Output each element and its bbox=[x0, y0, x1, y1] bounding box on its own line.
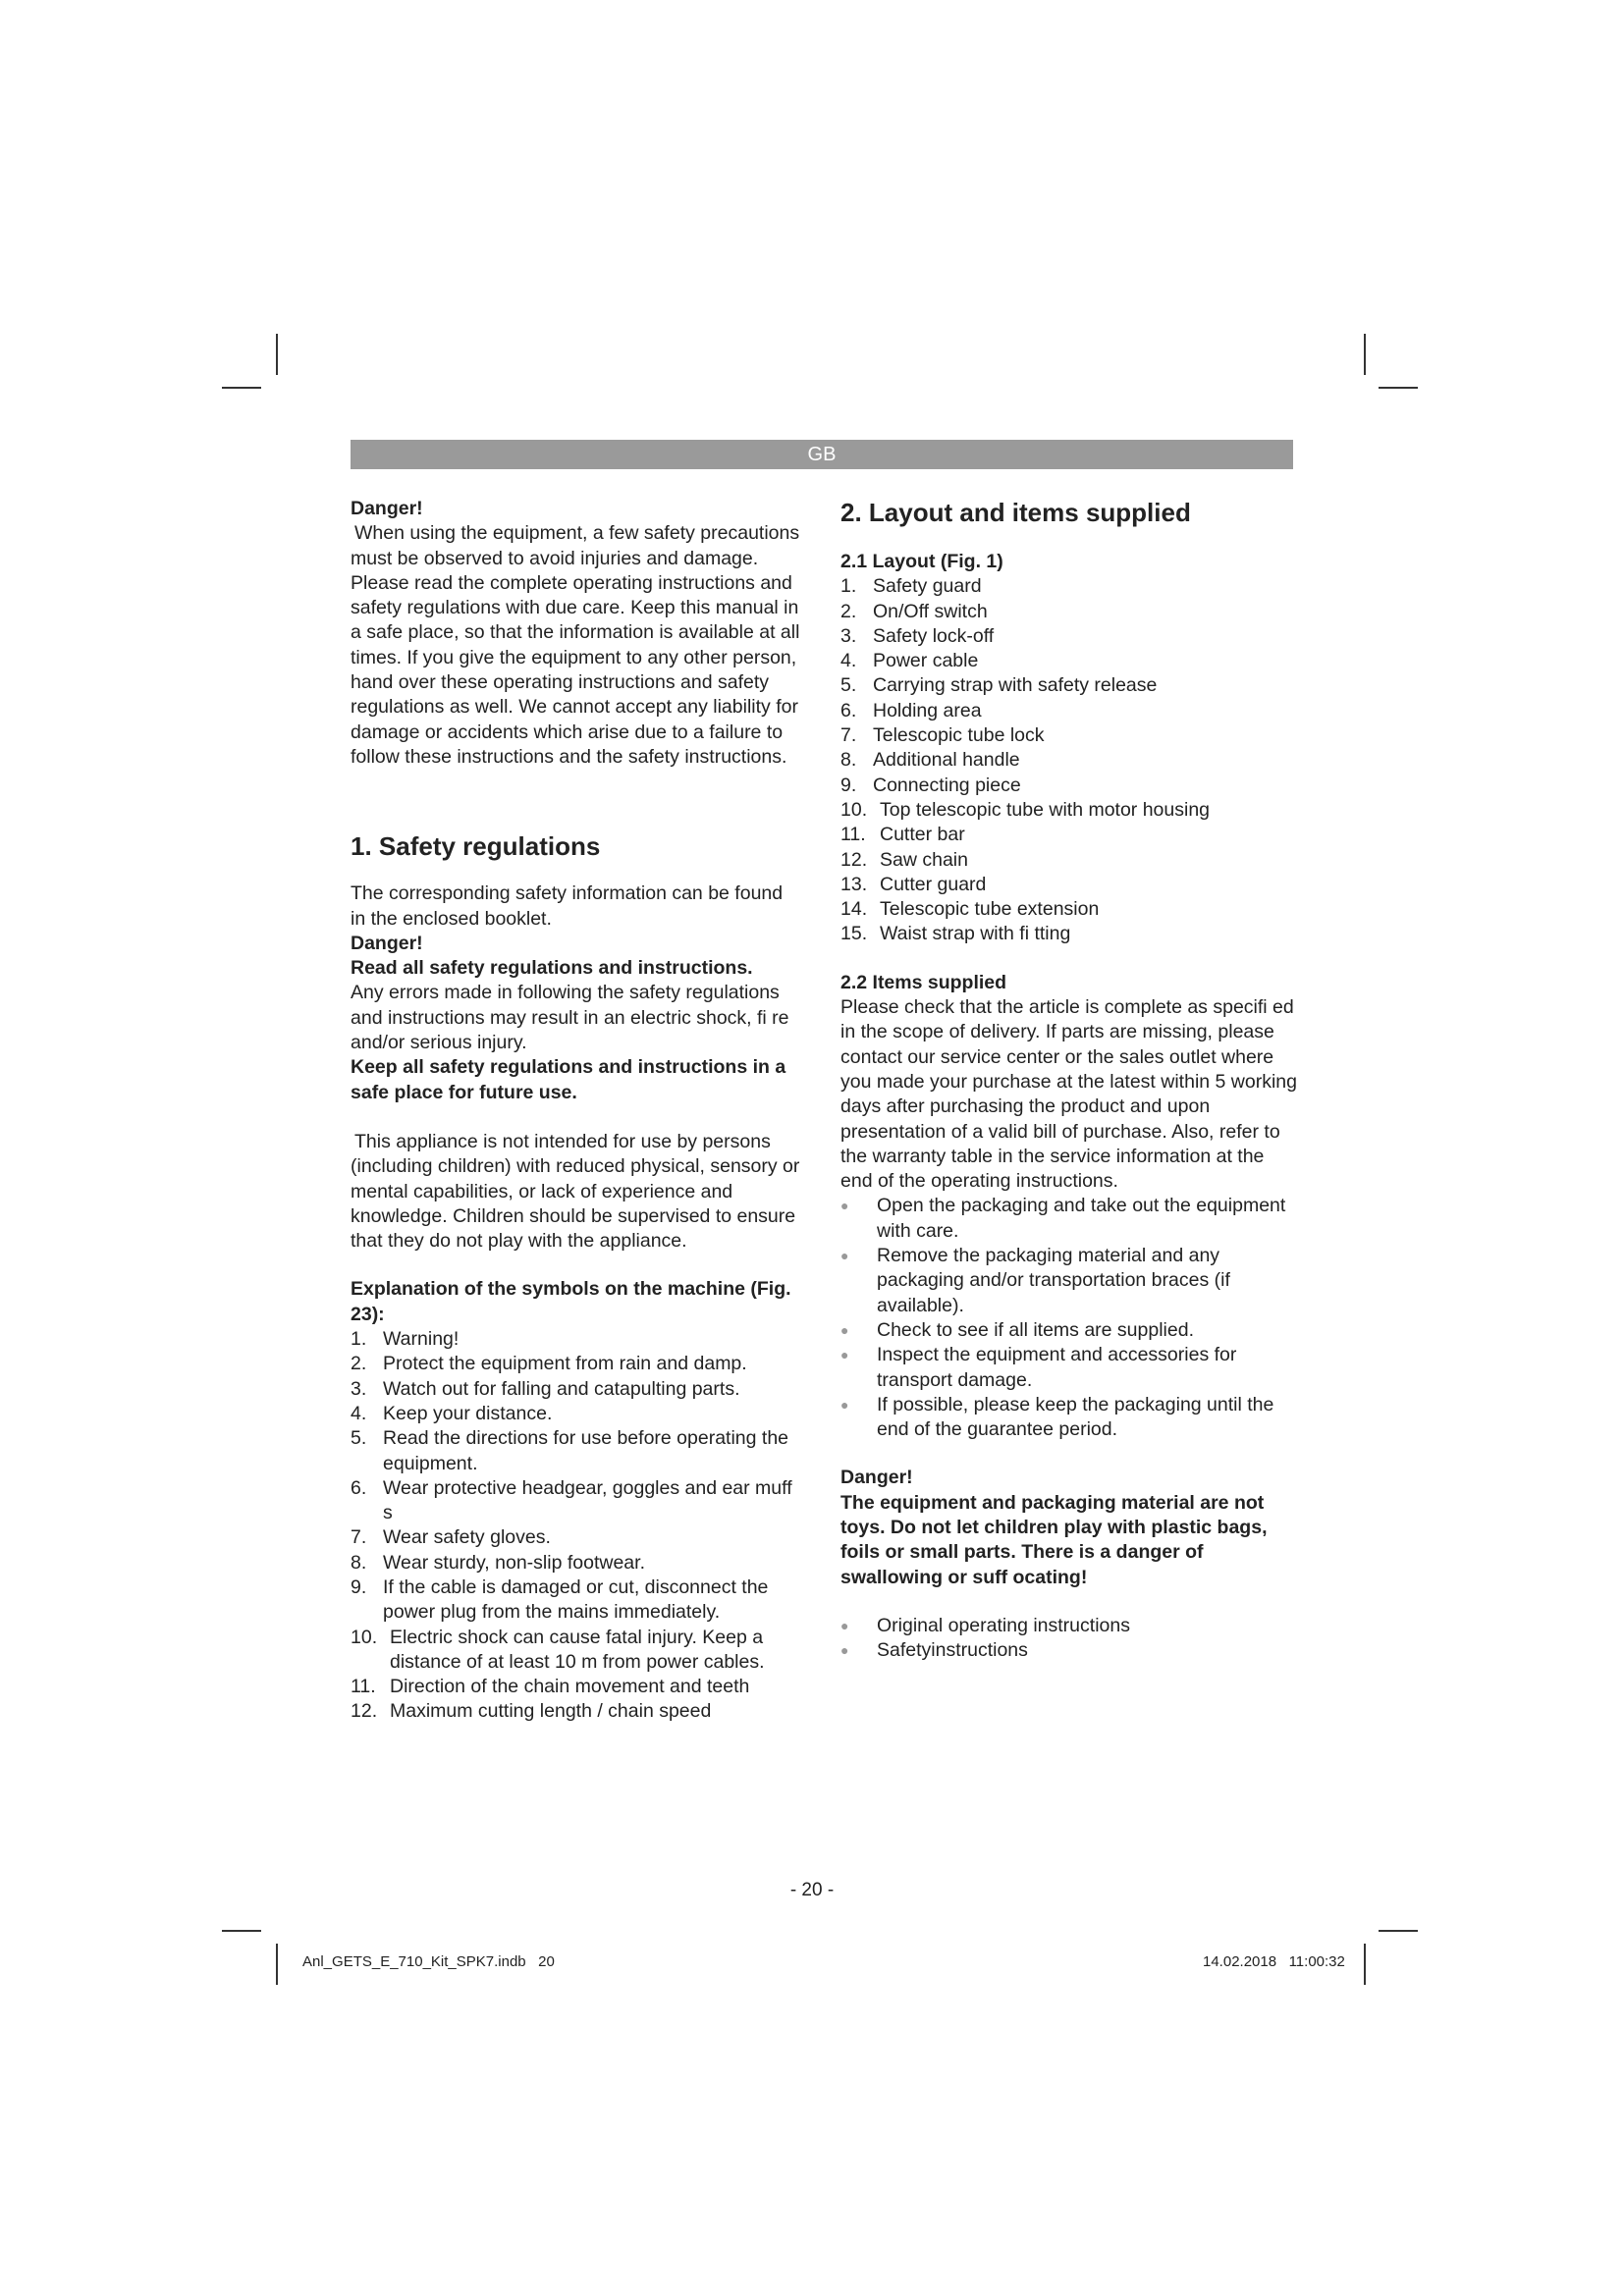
list-item: 3. Watch out for falling and catapulting parts. bbox=[351, 1377, 740, 1400]
list-item: 6. Wear protective headgear, goggles and ear muff s bbox=[351, 1476, 792, 1524]
keep-instructions-notice: Keep all safety regulations and instructions in a safe place for future use. bbox=[351, 1056, 786, 1103]
bullet-icon: ● bbox=[840, 1248, 849, 1264]
list-item: 13. Cutter guard bbox=[840, 873, 987, 895]
list-item: ● If possible, please keep the packaging until the end of the guarantee period. bbox=[840, 1393, 1297, 1443]
supplied-list bbox=[840, 1614, 1297, 1664]
left-column bbox=[351, 497, 802, 1725]
section-2-title: 2. Layout and items supplied bbox=[840, 498, 1191, 527]
list-item: ● Open the packaging and take out the equipment with care. bbox=[840, 1194, 1297, 1244]
crop-mark bbox=[1364, 334, 1366, 375]
list-item: 5. Carrying strap with safety release bbox=[840, 674, 1158, 697]
page-number: - 20 - bbox=[789, 1880, 835, 1900]
list-item: 11. Direction of the chain movement and teeth bbox=[351, 1676, 750, 1698]
list-item: 10. Electric shock can cause fatal injury. Keep a distance of at least 10 m from power cables. bbox=[351, 1626, 765, 1673]
list-item: 4. Power cable bbox=[840, 650, 979, 672]
list-item: 6. Holding area bbox=[840, 699, 982, 721]
list-item: 1. Warning! bbox=[351, 1328, 460, 1351]
list-item: 4. Keep your distance. bbox=[351, 1402, 553, 1424]
items-supplied-text: Please check that the article is complete as specifi ed in the scope of delivery. If parts are missing, please contact our service center or the sales outlet where you made your purchase at the latest within 5 working days after purchasing the product and upon presentation of a valid bill of purchase. Also, refer to the warranty table in the service information at the end of the operating instructions. bbox=[840, 996, 1298, 1193]
danger-label: Danger! bbox=[840, 1467, 913, 1489]
print-timestamp: 14.02.2018 11:00:32 bbox=[1203, 1953, 1345, 1970]
list-item: 12. Maximum cutting length / chain speed bbox=[351, 1700, 712, 1723]
bullet-icon: ● bbox=[840, 1396, 849, 1413]
list-item: 9. If the cable is damaged or cut, disconnect the power plug from the mains immediately. bbox=[351, 1575, 769, 1624]
bullet-icon: ● bbox=[840, 1617, 849, 1633]
read-all-instructions: Read all safety regulations and instructions. bbox=[351, 957, 753, 980]
right-column bbox=[840, 497, 1297, 1663]
bullet-icon: ● bbox=[840, 1321, 849, 1338]
bullet-icon: ● bbox=[840, 1642, 849, 1659]
language-header-bar bbox=[351, 440, 1293, 469]
list-item: 8. Wear sturdy, non-slip footwear. bbox=[351, 1551, 645, 1574]
list-item: 8. Additional handle bbox=[840, 749, 1020, 772]
list-item: 12. Saw chain bbox=[840, 848, 968, 871]
list-item: ● Original operating instructions bbox=[840, 1614, 1297, 1638]
check-list bbox=[840, 1194, 1297, 1442]
crop-mark bbox=[222, 387, 261, 389]
list-item: 2. Protect the equipment from rain and damp. bbox=[351, 1353, 747, 1375]
appliance-notice-text: This appliance is not intended for use by persons (including children) with reduced physical, sensory or mental capabilities, or lack of experience and knowledge. Children should be supervised to ensure that they do not play with the appliance. bbox=[351, 1130, 800, 1253]
list-item: 5. Read the directions for use before operating the equipment. bbox=[351, 1427, 789, 1474]
layout-title: 2.1 Layout (Fig. 1) bbox=[840, 551, 1003, 572]
crop-mark bbox=[1379, 1930, 1418, 1932]
list-item: 7. Telescopic tube lock bbox=[840, 724, 1045, 747]
language-code: GB bbox=[807, 444, 837, 465]
list-item: ● Inspect the equipment and accessories for transport damage. bbox=[840, 1343, 1297, 1393]
list-item: 9. Connecting piece bbox=[840, 774, 1021, 796]
list-item: ● Safetyinstructions bbox=[840, 1638, 1297, 1663]
bullet-icon: ● bbox=[840, 1198, 849, 1214]
danger-label: Danger! bbox=[351, 498, 423, 519]
list-item: 14. Telescopic tube extension bbox=[840, 898, 1100, 921]
errors-warning-text: Any errors made in following the safety regulations and instructions may result in an electric shock, fi re and/or serious injury. bbox=[351, 982, 789, 1054]
list-item: 15. Waist strap with fi tting bbox=[840, 923, 1071, 945]
crop-mark bbox=[222, 1930, 261, 1932]
items-supplied-title: 2.2 Items supplied bbox=[840, 971, 1007, 993]
list-item: 1. Safety guard bbox=[840, 575, 982, 598]
bullet-icon: ● bbox=[840, 1347, 849, 1363]
symbols-list bbox=[351, 1327, 802, 1725]
list-item: 10. Top telescopic tube with motor housing bbox=[840, 798, 1211, 821]
safety-intro-text: The corresponding safety information can be found in the enclosed booklet. bbox=[351, 882, 784, 930]
file-name: Anl_GETS_E_710_Kit_SPK7.indb 20 bbox=[302, 1953, 555, 1970]
crop-mark bbox=[276, 1944, 278, 1985]
list-item: 7. Wear safety gloves. bbox=[351, 1526, 551, 1549]
danger-intro-text: When using the equipment, a few safety precautions must be observed to avoid injuries and damage. Please read the complete operating instructions and safety regulations with due care. Keep this manual in a safe place, so that the information is available at all times. If you give the equipment to any other person, hand over these operating instructions and safety regulations as well. We cannot accept any liability for damage or accidents which arise due to a failure to follow these instructions and the safety instructions. bbox=[351, 522, 800, 768]
section-1-title: 1. Safety regulations bbox=[351, 831, 601, 862]
crop-mark bbox=[1379, 387, 1418, 389]
crop-mark bbox=[1364, 1944, 1366, 1985]
layout-list bbox=[840, 574, 1297, 946]
crop-mark bbox=[276, 334, 278, 375]
list-item: 2. On/Off switch bbox=[840, 600, 988, 622]
danger-label: Danger! bbox=[351, 932, 423, 954]
list-item: 3. Safety lock-off bbox=[840, 624, 995, 647]
packaging-danger-text: The equipment and packaging material are not toys. Do not let children play with plastic bags, foils or small parts. There is a danger of swallowing or suff ocating! bbox=[840, 1491, 1268, 1588]
list-item: 11. Cutter bar bbox=[840, 824, 965, 846]
list-item: ● Check to see if all items are supplied. bbox=[840, 1318, 1297, 1343]
symbols-title: Explanation of the symbols on the machine (Fig. 23): bbox=[351, 1278, 791, 1325]
list-item: ● Remove the packaging material and any packaging and/or transportation braces (if available). bbox=[840, 1244, 1297, 1318]
